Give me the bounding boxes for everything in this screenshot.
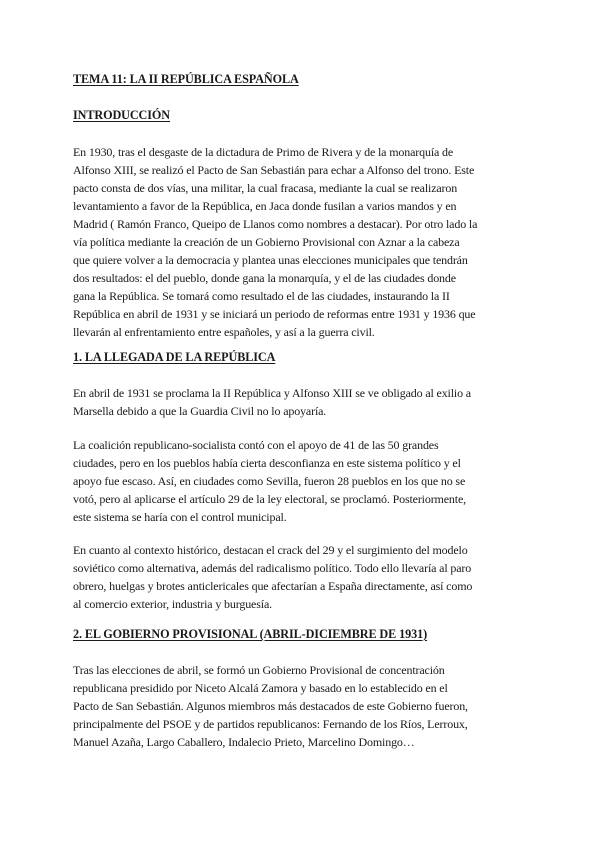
text-line: Alfonso XIII, se realizó el Pacto de San Sebastián para echar a Alfonso del trono. Este	[73, 163, 475, 177]
section-heading-gobierno-provisional: 2. EL GOBIERNO PROVISIONAL (ABRIL-DICIEMBRE DE 1931)	[73, 627, 428, 641]
text-line: Tras las elecciones de abril, se formó un Gobierno Provisional de concentración	[73, 663, 445, 677]
text-line: Manuel Azaña, Largo Caballero, Indalecio Prieto, Marcelino Domingo…	[73, 735, 415, 749]
text-line: Marsella debido a que la Guardia Civil no lo apoyaría.	[73, 404, 327, 418]
text-line: soviético como alternativa, además del radicalismo político. Todo ello llevaría al paro	[73, 561, 472, 575]
text-line: República en abril de 1931 y se iniciará un periodo de reformas entre 1931 y 1936 que	[73, 307, 476, 321]
text-line: vía política mediante la creación de un Gobierno Provisional con Aznar a la cabeza	[73, 235, 460, 249]
text-line: llevarán al enfrentamiento entre españoles, y así a la guerra civil.	[73, 325, 375, 339]
paragraph-gobierno-provisional	[73, 661, 531, 751]
paragraph-coalicion	[73, 436, 531, 526]
text-line: gana la República. Se tomará como resultado el de las ciudades, instaurando la II	[73, 289, 450, 303]
text-line: En abril de 1931 se proclama la II República y Alfonso XIII se ve obligado al exilio a	[73, 386, 471, 400]
text-line: En cuanto al contexto histórico, destacan el crack del 29 y el surgimiento del modelo	[73, 543, 468, 557]
paragraph-introduccion	[73, 143, 531, 341]
text-line: obrero, huelgas y brotes anticlericales que afectarían a España directamente, así como	[73, 579, 473, 593]
document-title: TEMA 11: LA II REPÚBLICA ESPAÑOLA	[73, 72, 299, 86]
text-line: Pacto de San Sebastián. Algunos miembros más destacados de este Gobierno fueron,	[73, 699, 468, 713]
text-line: este sistema se haría con el control municipal.	[73, 510, 287, 524]
text-line: principalmente del PSOE y de partidos republicanos: Fernando de los Ríos, Lerroux,	[73, 717, 468, 731]
text-line: republicana presidido por Niceto Alcalá Zamora y basado en lo establecido en el	[73, 681, 448, 695]
text-line: que quiere volver a la democracia y plantea unas elecciones municipales que tendrán	[73, 253, 468, 267]
text-line: pacto consta de dos vías, una militar, la cual fracasa, mediante la cual se realizaron	[73, 181, 458, 195]
section-heading-llegada-republica: 1. LA LLEGADA DE LA REPÚBLICA	[73, 350, 276, 364]
section-heading-introduccion: INTRODUCCIÓN	[73, 108, 170, 122]
paragraph-proclamacion	[73, 384, 531, 420]
text-line: apoyo fue escaso. Así, en ciudades como Sevilla, fueron 28 pueblos en los que no se	[73, 474, 466, 488]
text-line: La coalición republicano-socialista contó con el apoyo de 41 de las 50 grandes	[73, 438, 439, 452]
text-line: levantamiento a favor de la República, en Jaca donde fusilan a varios mandos y en	[73, 199, 457, 213]
text-line: ciudades, pero en los pueblos había cierta desconfianza en este sistema político y el	[73, 456, 461, 470]
text-line: Madrid ( Ramón Franco, Queipo de Llanos como nombres a destacar). Por otro lado la	[73, 217, 478, 231]
text-line: En 1930, tras el desgaste de la dictadura de Primo de Rivera y de la monarquía de	[73, 145, 454, 159]
text-line: al comercio exterior, industria y burguesía.	[73, 597, 272, 611]
text-line: votó, pero al aplicarse el artículo 29 de la ley electoral, se proclamó. Posteriormente,	[73, 492, 466, 506]
text-line: dos resultados: el del pueblo, donde gana la monarquía, y el de las ciudades donde	[73, 271, 456, 285]
paragraph-contexto-historico	[73, 541, 531, 613]
